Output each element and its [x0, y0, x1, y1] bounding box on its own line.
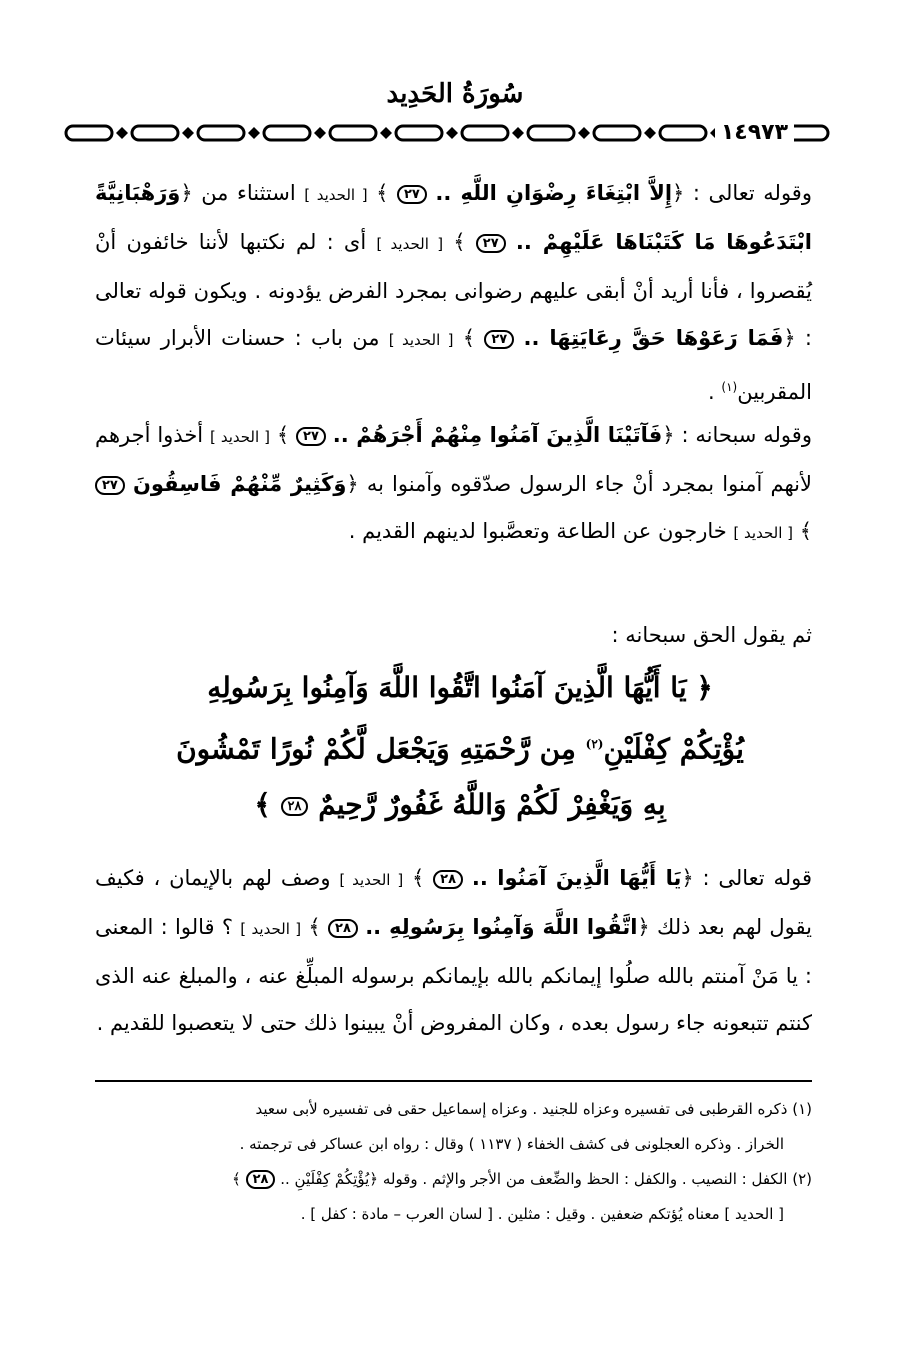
quran-verse-block: [150, 660, 770, 833]
verse-close: ﴾: [254, 788, 281, 822]
verse-quote: وَرَهْبَانِيَّةً ابْتَدَعُوهَا مَا كَتَبْنَاهَا عَلَيْهِمْ ..: [95, 181, 812, 254]
footnote-divider: [95, 1080, 812, 1082]
text: وصف لهم بالإيمان ، فكيف يقول لهم بعد ذلك ﴿: [95, 866, 812, 939]
sura-reference: [ الحديد ]: [210, 428, 270, 446]
ayah-number: ٢٧: [484, 330, 514, 349]
footnote-2-cont: [ الحديد ] معناه يُؤتكم ضعفين . وقيل : مثلين . [ لسان العرب – مادة : كفل ] .: [300, 1205, 784, 1223]
footnote-marker: (٢): [585, 737, 604, 751]
verse-line-3: [150, 777, 770, 833]
text: من باب : حسنات الأبرار سيئات المقربين: [95, 326, 812, 404]
sura-reference: [ الحديد ]: [304, 186, 368, 204]
footnote-marker: (١): [721, 380, 738, 394]
footnote-text: (٢) الكفل : النصيب . والكفل : الحظ والضِّعف من الأجر والإثم . وقوله ﴿يُؤْتِكُمْ كِفْلَيْنِ ..: [280, 1170, 812, 1188]
footnotes: [95, 1092, 812, 1232]
text: وقوله سبحانه : ﴿: [662, 423, 812, 447]
verse-close: ﴾: [231, 1170, 241, 1188]
text: وقوله تعالى : ﴿: [672, 181, 812, 205]
ayah-number: ٢٧: [95, 476, 125, 495]
paragraph-2: وقوله سبحانه : ﴿فَآتَيْنَا الَّذِينَ آمَنُوا مِنْهُمْ أَجْرَهُمْ .. ٢٧ ﴾ [ الحديد ] أخذوا أجرهم لأنهم آمنوا بمجرد أنْ جاء الرسول صدّقوه وآمنوا به ﴿وَكَثِيرٌ مِّنْهُمْ فَاسِقُونَ ٢٧ ﴾ [ الحديد ] خارجون عن الطاعة وتعصَّبوا لدينهم القديم .: [95, 423, 812, 543]
verse-quote: اتَّقُوا اللَّهَ وَآمِنُوا بِرَسُولِهِ ..: [365, 915, 638, 939]
text: .: [708, 380, 722, 404]
text: خارجون عن الطاعة وتعصَّبوا لدينهم القديم .: [348, 519, 727, 543]
text: استثناء من ﴿: [180, 181, 296, 205]
verse-quote: وَكَثِيرٌ مِّنْهُمْ فَاسِقُونَ: [133, 472, 347, 496]
text: ؟ قالوا : المعنى : يا مَنْ آمنتم بالله صلُوا إيمانكم بالله بإيمانكم برسوله المبلِّغ عنه ، والمبلغ عنه الذى كنتم تتبعونه جاء رسول بعده ، وكان المفروض أنْ يبينوا ذلك حتى لا يتعصبوا للقديم .: [95, 915, 812, 1035]
sura-reference: [ الحديد ]: [376, 235, 444, 253]
sura-reference: [ الحديد ]: [733, 524, 794, 542]
ayah-number: ٢٧: [476, 234, 506, 253]
page-number: ١٤٩٧٣: [715, 120, 794, 146]
ayah-number: ٢٨: [433, 870, 463, 889]
paragraph-4: قوله تعالى : ﴿يَا أَيُّهَا الَّذِينَ آمَنُوا .. ٢٨ ﴾ [ الحديد ] وصف لهم بالإيمان ، فكيف يقول لهم بعد ذلك ﴿اتَّقُوا اللَّهَ وَآمِنُوا بِرَسُولِهِ .. ٢٨ ﴾ [ الحديد ] ؟ قالوا : المعنى : يا مَنْ آمنتم بالله صلُوا إيمانكم بالله بإيمانكم برسوله المبلِّغ عنه ، والمبلغ عنه الذى كنتم تتبعونه جاء رسول بعده ، وكان المفروض أنْ يبينوا ذلك حتى لا يتعصبوا للقديم .: [95, 866, 813, 1035]
paragraph-3: [95, 612, 812, 659]
verse-text: يُؤْتِكُمْ كِفْلَيْنِ: [603, 732, 744, 766]
verse-quote: يَا أَيُّهَا الَّذِينَ آمَنُوا ..: [471, 866, 682, 890]
sura-reference: [ الحديد ]: [339, 871, 404, 889]
text: قوله تعالى : ﴿: [681, 866, 813, 890]
text: أى : لم نكتبها لأننا خائفون أنْ يُقصروا ، فأنا أريد أنْ أبقى عليهم رضوانى بمجرد الفرض يؤدونه . ويكون قوله تعالى : ﴿: [95, 230, 812, 350]
ayah-number: ٢٨: [281, 797, 309, 816]
text: أخذوا أجرهم لأنهم آمنوا بمجرد أنْ جاء الرسول صدّقوه وآمنوا به ﴿: [95, 423, 812, 496]
verse-text: بِهِ وَيَغْفِرْ لَكُمْ وَاللَّهُ غَفُورٌ رَّحِيمٌ: [318, 788, 666, 822]
verse-quote: فَآتَيْنَا الَّذِينَ آمَنُوا مِنْهُمْ أَجْرَهُمْ ..: [332, 423, 663, 447]
intro-text: ثم يقول الحق سبحانه :: [611, 623, 812, 647]
footnote-2: [95, 1162, 812, 1197]
header-ornament-bar: [62, 118, 832, 148]
sura-reference: [ الحديد ]: [388, 331, 454, 349]
sura-title: سُورَةُ الحَدِيد: [386, 79, 524, 109]
ayah-number: ٢٨: [328, 919, 358, 938]
verse-quote: فَمَا رَعَوْهَا حَقَّ رِعَايَتِهَا ..: [523, 326, 784, 350]
verse-line-2: [150, 716, 770, 777]
footnote-1-cont: الخراز . وذكره العجلونى فى كشف الخفاء ( ١١٣٧ ) وقال : رواه ابن عساكر فى ترجمته .: [239, 1135, 784, 1153]
paragraph-1: وقوله تعالى : ﴿إِلاَّ ابْتِغَاءَ رِضْوَانِ اللَّهِ .. ٢٧ ﴾ [ الحديد ] استثناء من ﴿وَرَهْبَانِيَّةً ابْتَدَعُوهَا مَا كَتَبْنَاهَا عَلَيْهِمْ .. ٢٧ ﴾ [ الحديد ] أى : لم نكتبها لأننا خائفون أنْ يُقصروا ، فأنا أريد أنْ أبقى عليهم رضوانى بمجرد الفرض يؤدونه . ويكون قوله تعالى : ﴿فَمَا رَعَوْهَا حَقَّ رِعَايَتِهَا .. ٢٧ ﴾ [ الحديد ] من باب : حسنات الأبرار سيئات المقربين$^{(١)}$ .: [95, 181, 812, 404]
sura-reference: [ الحديد ]: [240, 920, 302, 938]
ayah-number: ٢٧: [397, 185, 427, 204]
ayah-number: ٢٨: [246, 1170, 276, 1189]
ayah-number: ٢٧: [296, 427, 326, 446]
footnote-1: (١) ذكره القرطبى فى تفسيره وعزاه للجنيد . وعزاه إسماعيل حقى فى تفسيره لأبى سعيد: [255, 1100, 812, 1118]
verse-line-1: ﴿ يَا أَيُّهَا الَّذِينَ آمَنُوا اتَّقُوا اللَّهَ وَآمِنُوا بِرَسُولِهِ: [207, 671, 713, 704]
verse-text: مِن رَّحْمَتِهِ وَيَجْعَل لَّكُمْ نُورًا تَمْشُونَ: [176, 732, 586, 766]
verse-quote: إِلاَّ ابْتِغَاءَ رِضْوَانِ اللَّهِ ..: [435, 181, 673, 205]
